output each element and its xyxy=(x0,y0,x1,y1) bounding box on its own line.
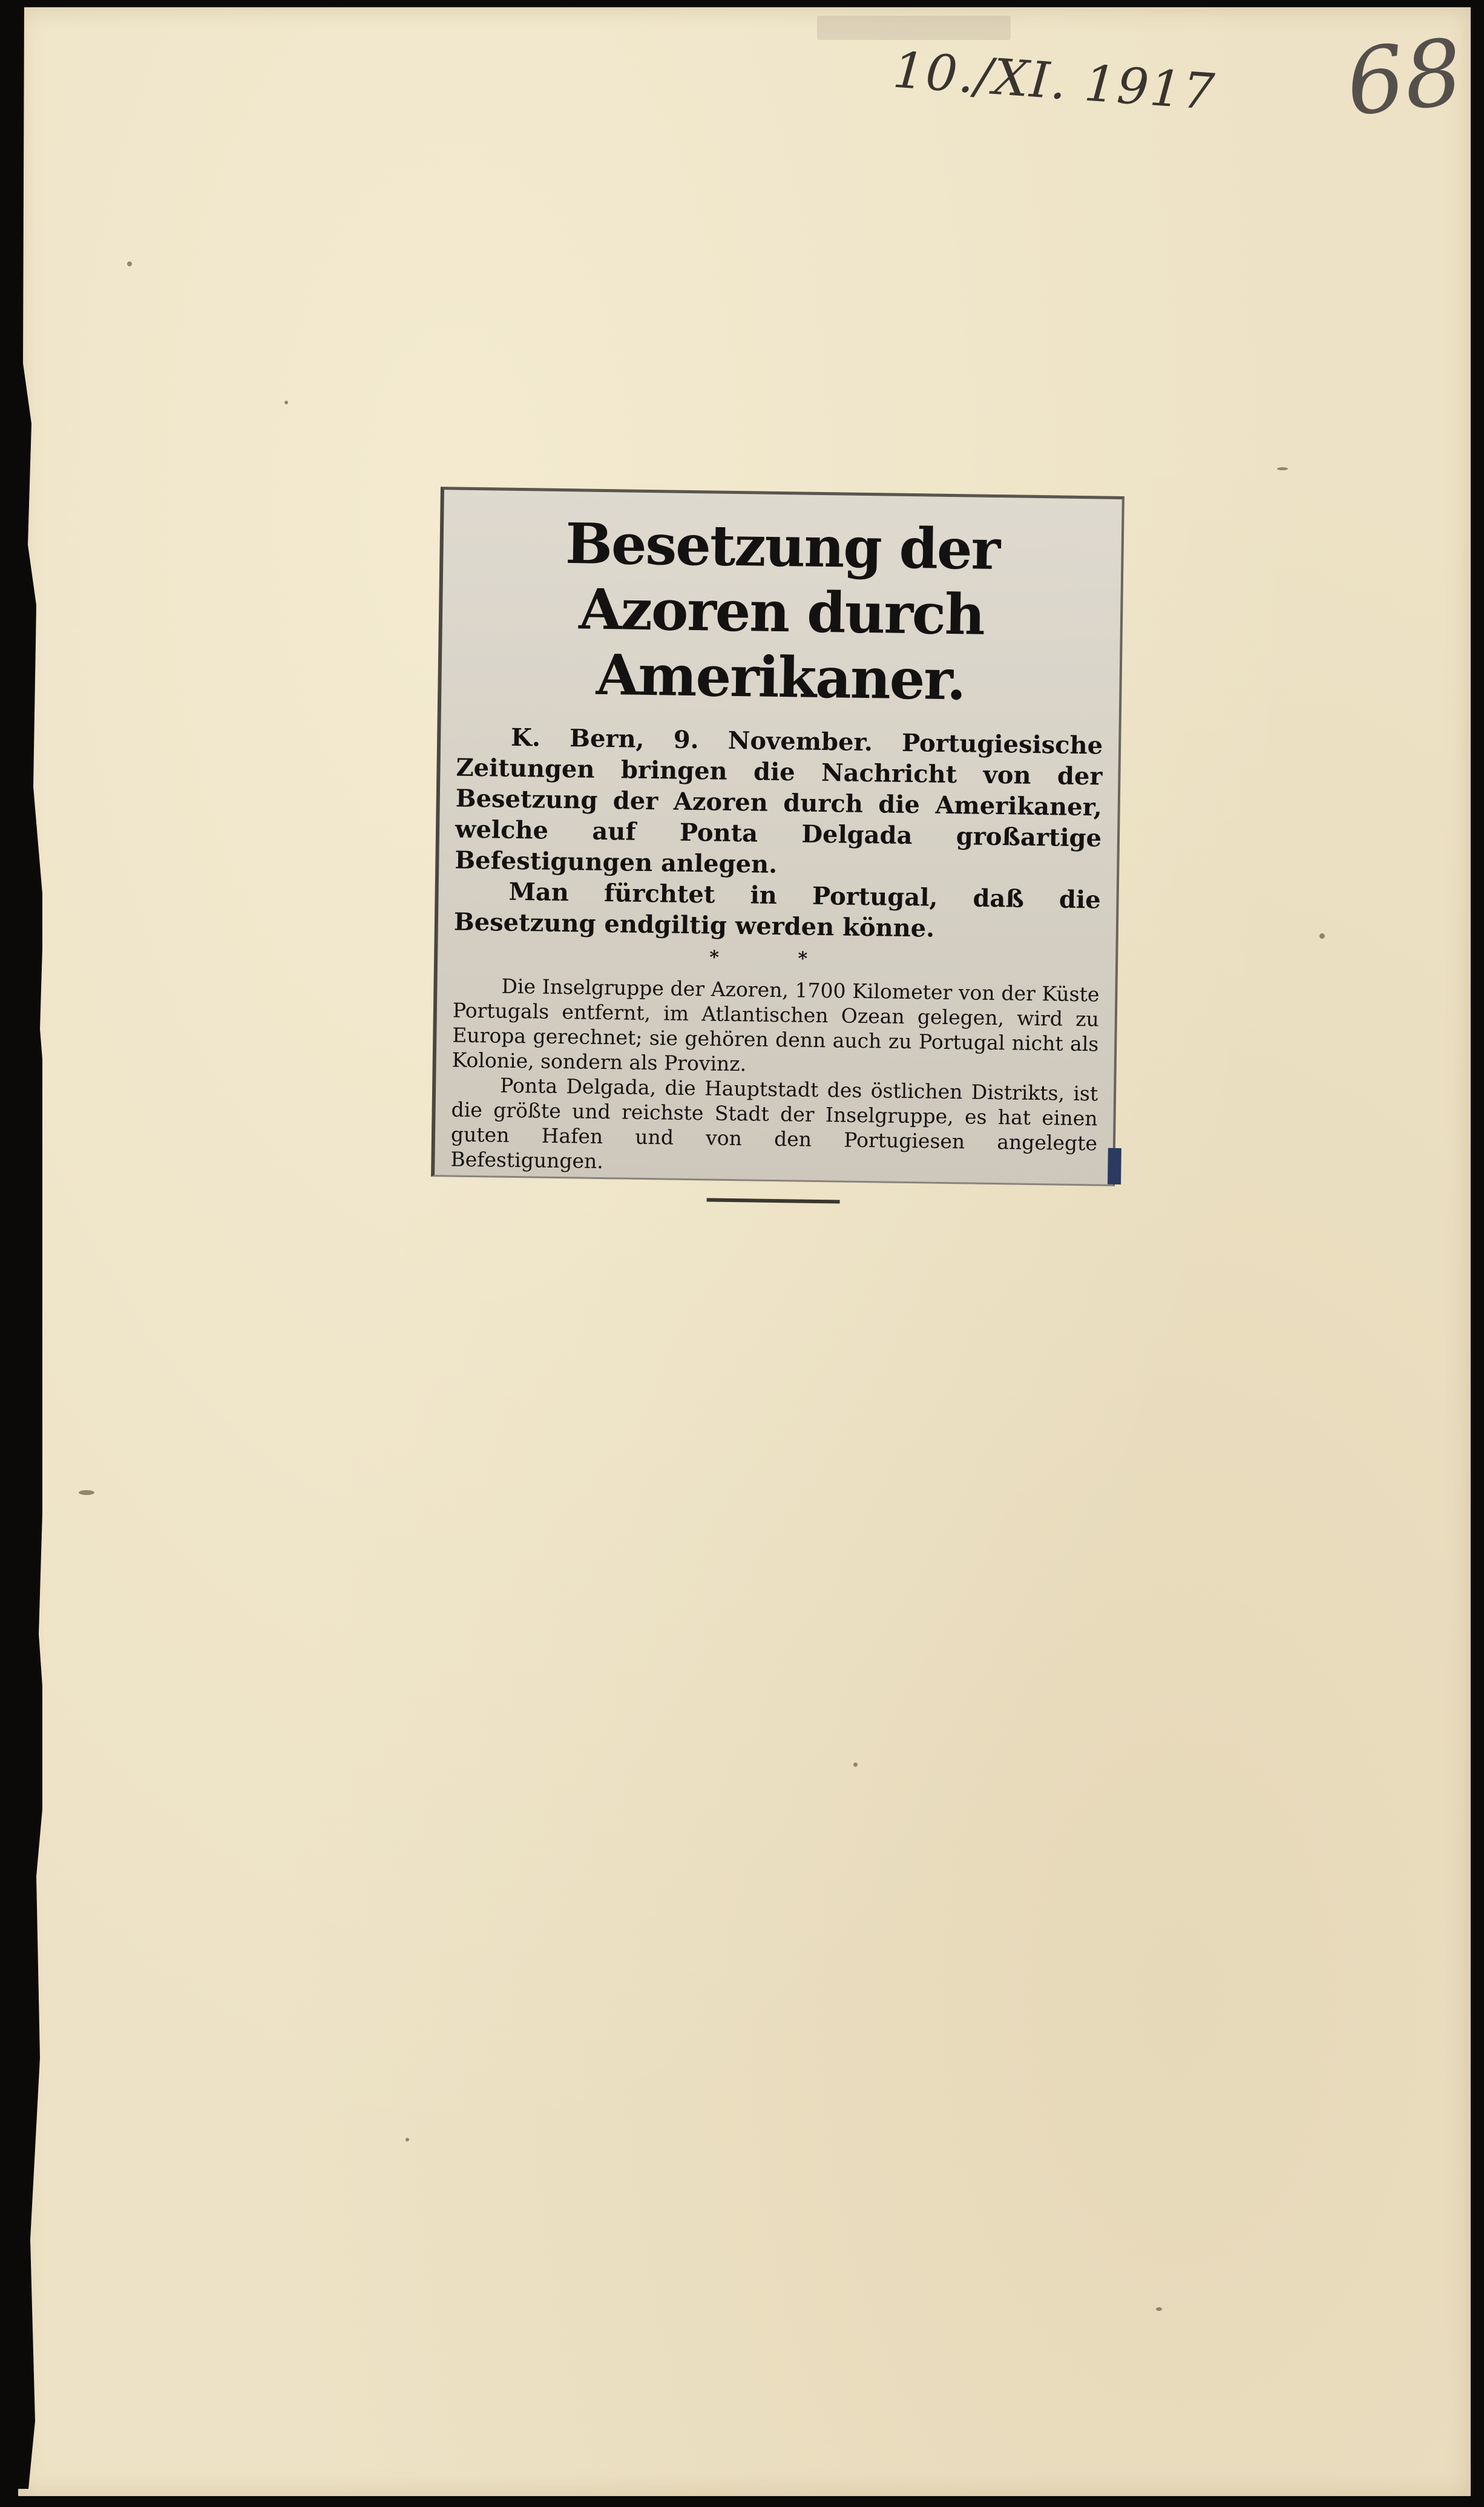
paper-speck xyxy=(405,2138,409,2141)
handwritten-page-number: 68 xyxy=(1341,19,1468,137)
faint-stamp xyxy=(817,16,1011,40)
clipping-separator: * * xyxy=(709,947,844,970)
archive-sheet xyxy=(18,7,1471,2496)
paper-speck xyxy=(284,401,288,404)
paper-speck xyxy=(1156,2307,1162,2311)
clipping-end-rule xyxy=(707,1198,840,1203)
paper-speck xyxy=(853,1763,858,1767)
clipping-blue-mark xyxy=(1108,1148,1121,1184)
paper-speck xyxy=(1319,933,1325,939)
clipping-headline: Besetzung der Azoren durch Amerikaner. xyxy=(565,511,1000,713)
paper-speck xyxy=(127,261,132,266)
paper-speck xyxy=(79,1490,94,1495)
handwritten-date: 10./XI. 1917 xyxy=(891,41,1218,122)
clipping-lead-paragraph-2: Man fürchtet in Portugal, daß die Besetzung endgiltig werden könne. xyxy=(453,877,1101,943)
clipping-dateline: K. Bern, 9. November. xyxy=(510,723,873,757)
newspaper-clipping xyxy=(431,487,1124,1186)
paper-speck xyxy=(1277,467,1288,470)
clipping-body-paragraph-1: Die Inselgruppe der Azoren, 1700 Kilometer von der Küste Portugals entfernt, im Atlantischen Ozean gelegen, wird zu Europa gerechnet; sie gehören denn auch zu Portugal nicht als Kolonie, sondern als Provinz. xyxy=(451,974,1100,1076)
clipping-lead-paragraph xyxy=(455,721,1103,885)
clipping-body-paragraph-2: Ponta Delgada, die Hauptstadt des östlichen Distrikts, ist die größte und reichste Stadt der Inselgruppe, es hat einen guten Hafen und von den Portugiesen angelegte Befestigungen. xyxy=(450,1073,1098,1174)
clipping-lead-text: Portugiesische Zeitungen bringen die Nachricht von der Besetzung der Azoren durch die Amerikaner, welche auf Ponta Delgada großartige Befestigungen anlegen. xyxy=(455,728,1103,879)
torn-left-edge xyxy=(0,0,42,2489)
